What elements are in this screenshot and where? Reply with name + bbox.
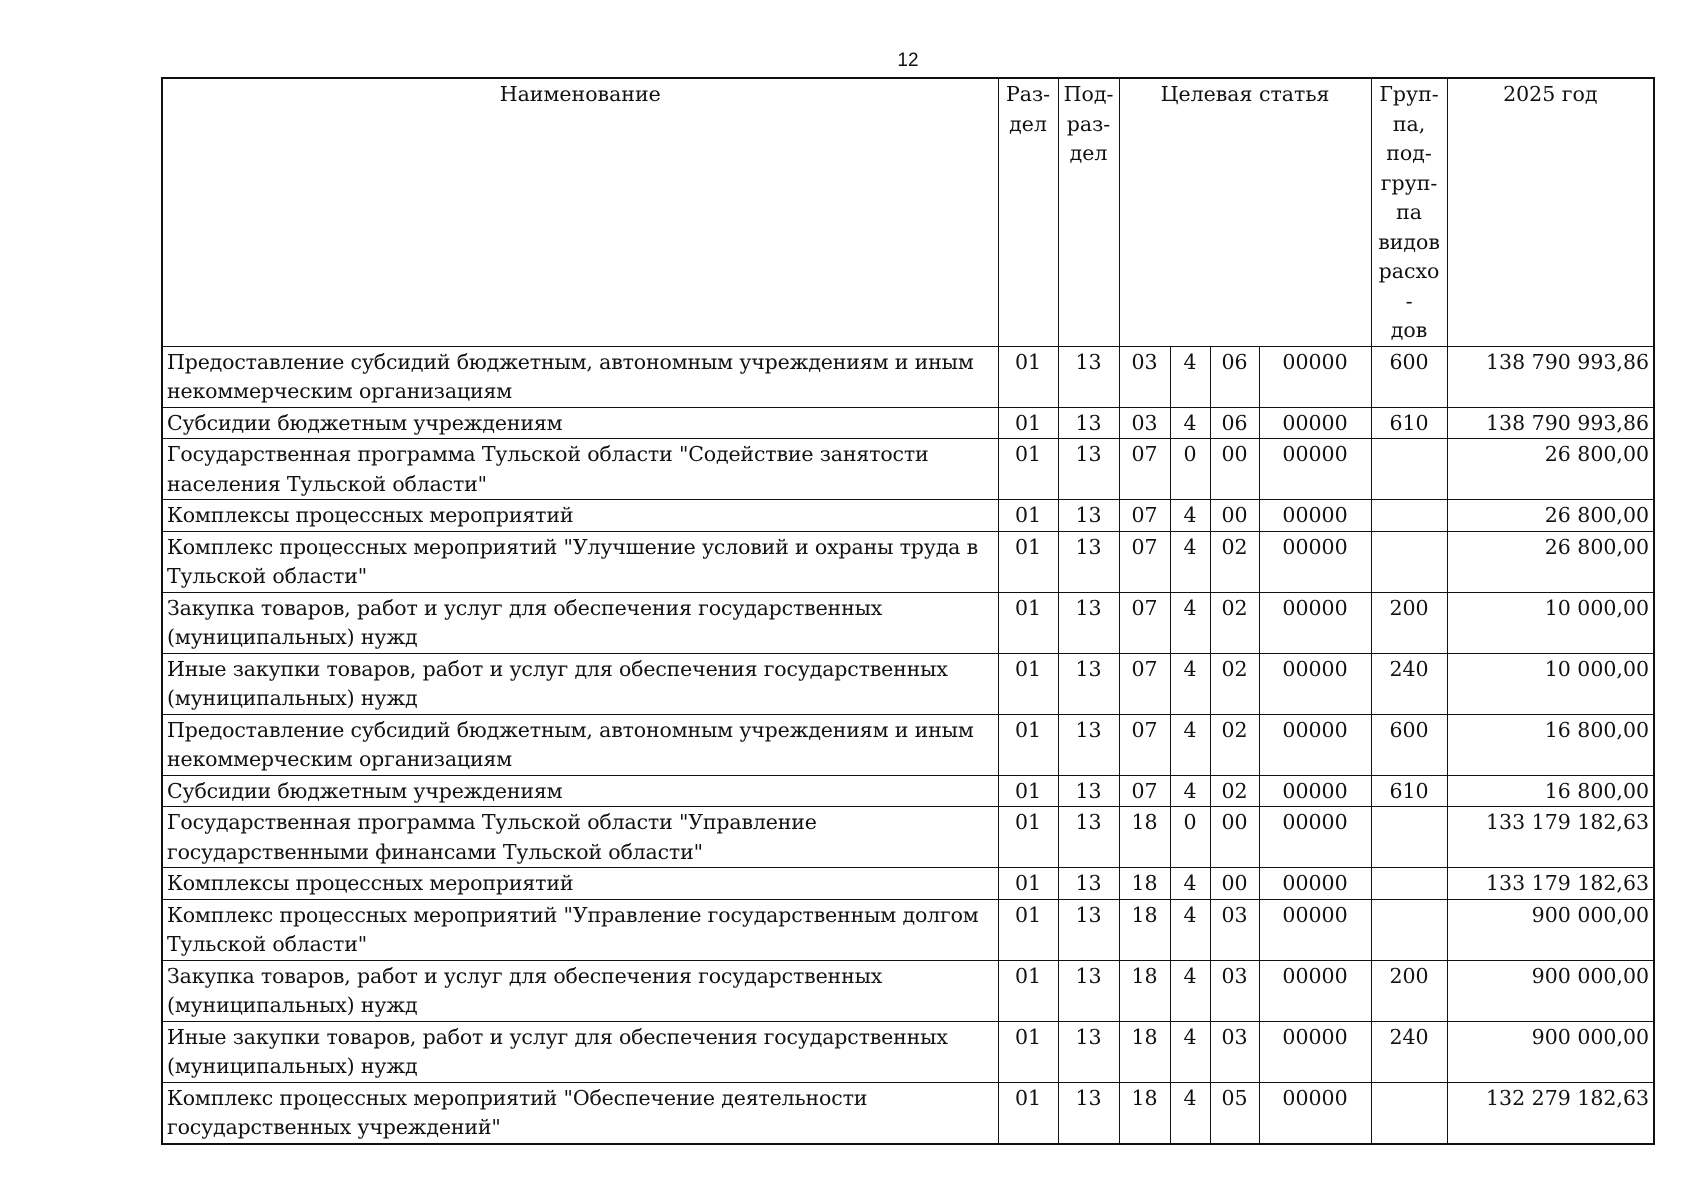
cell-expense-group: 610 (1371, 775, 1447, 807)
cell-target-direction: 00000 (1259, 653, 1371, 714)
cell-section: 01 (998, 439, 1058, 500)
cell-target-subprogram: 03 (1210, 1021, 1259, 1082)
cell-target-program: 07 (1119, 653, 1170, 714)
cell-amount: 10 000,00 (1447, 653, 1654, 714)
cell-amount: 26 800,00 (1447, 439, 1654, 500)
cell-target-subprogram: 02 (1210, 775, 1259, 807)
cell-name: Комплекс процессных мероприятий "Улучшение условий и охраны труда в Тульской области" (162, 531, 998, 592)
cell-target-type: 4 (1170, 899, 1210, 960)
cell-target-program: 18 (1119, 1082, 1170, 1144)
cell-target-subprogram: 02 (1210, 714, 1259, 775)
cell-name: Иные закупки товаров, работ и услуг для обеспечения государственных (муниципальных) нужд (162, 653, 998, 714)
cell-target-type: 4 (1170, 775, 1210, 807)
cell-target-type: 4 (1170, 592, 1210, 653)
cell-name: Комплексы процессных мероприятий (162, 500, 998, 532)
cell-section: 01 (998, 714, 1058, 775)
cell-target-direction: 00000 (1259, 500, 1371, 532)
cell-target-subprogram: 00 (1210, 439, 1259, 500)
cell-amount: 16 800,00 (1447, 714, 1654, 775)
cell-target-direction: 00000 (1259, 899, 1371, 960)
cell-name: Комплексы процессных мероприятий (162, 868, 998, 900)
cell-expense-group: 240 (1371, 653, 1447, 714)
cell-target-type: 4 (1170, 1021, 1210, 1082)
cell-name: Комплекс процессных мероприятий "Управление государственным долгом Тульской области" (162, 899, 998, 960)
cell-target-subprogram: 02 (1210, 531, 1259, 592)
cell-target-direction: 00000 (1259, 775, 1371, 807)
cell-expense-group (1371, 899, 1447, 960)
cell-expense-group: 240 (1371, 1021, 1447, 1082)
table-row (162, 960, 1654, 1021)
table-row (162, 500, 1654, 532)
table-row (162, 807, 1654, 868)
cell-subsection: 13 (1058, 500, 1119, 532)
header-year: 2025 год (1447, 78, 1654, 346)
cell-target-direction: 00000 (1259, 1021, 1371, 1082)
cell-target-type: 4 (1170, 500, 1210, 532)
cell-section: 01 (998, 1021, 1058, 1082)
cell-target-type: 0 (1170, 439, 1210, 500)
cell-target-direction: 00000 (1259, 868, 1371, 900)
cell-target-direction: 00000 (1259, 1082, 1371, 1144)
cell-amount: 26 800,00 (1447, 531, 1654, 592)
cell-subsection: 13 (1058, 960, 1119, 1021)
cell-section: 01 (998, 653, 1058, 714)
table-row (162, 1021, 1654, 1082)
cell-expense-group (1371, 868, 1447, 900)
cell-target-subprogram: 02 (1210, 592, 1259, 653)
cell-subsection: 13 (1058, 868, 1119, 900)
cell-subsection: 13 (1058, 1021, 1119, 1082)
cell-name: Государственная программа Тульской области "Управление государственными финансами Тульской области" (162, 807, 998, 868)
cell-subsection: 13 (1058, 439, 1119, 500)
cell-target-subprogram: 05 (1210, 1082, 1259, 1144)
cell-expense-group: 600 (1371, 714, 1447, 775)
cell-target-type: 4 (1170, 960, 1210, 1021)
cell-target-direction: 00000 (1259, 407, 1371, 439)
cell-target-program: 18 (1119, 1021, 1170, 1082)
cell-subsection: 13 (1058, 592, 1119, 653)
cell-target-subprogram: 00 (1210, 807, 1259, 868)
cell-target-program: 07 (1119, 775, 1170, 807)
table-row (162, 1082, 1654, 1144)
cell-amount: 900 000,00 (1447, 960, 1654, 1021)
cell-name: Субсидии бюджетным учреждениям (162, 407, 998, 439)
cell-name: Субсидии бюджетным учреждениям (162, 775, 998, 807)
table-row (162, 531, 1654, 592)
cell-section: 01 (998, 899, 1058, 960)
cell-target-program: 18 (1119, 960, 1170, 1021)
cell-target-type: 4 (1170, 653, 1210, 714)
header-row (162, 78, 1654, 346)
cell-name: Предоставление субсидий бюджетным, автономным учреждениям и иным некоммерческим организациям (162, 714, 998, 775)
cell-target-subprogram: 02 (1210, 653, 1259, 714)
cell-amount: 133 179 182,63 (1447, 868, 1654, 900)
cell-expense-group: 200 (1371, 592, 1447, 653)
cell-subsection: 13 (1058, 407, 1119, 439)
cell-target-direction: 00000 (1259, 531, 1371, 592)
cell-subsection: 13 (1058, 807, 1119, 868)
cell-expense-group: 200 (1371, 960, 1447, 1021)
cell-expense-group: 610 (1371, 407, 1447, 439)
cell-target-subprogram: 00 (1210, 500, 1259, 532)
table-row (162, 868, 1654, 900)
header-subsection: Под- раз- дел (1058, 78, 1119, 346)
cell-target-type: 4 (1170, 346, 1210, 407)
cell-name: Иные закупки товаров, работ и услуг для обеспечения государственных (муниципальных) нужд (162, 1021, 998, 1082)
cell-target-program: 07 (1119, 500, 1170, 532)
cell-section: 01 (998, 592, 1058, 653)
cell-target-subprogram: 06 (1210, 407, 1259, 439)
cell-section: 01 (998, 531, 1058, 592)
header-target-article: Целевая статья (1119, 78, 1371, 346)
cell-target-type: 4 (1170, 407, 1210, 439)
cell-section: 01 (998, 1082, 1058, 1144)
cell-subsection: 13 (1058, 531, 1119, 592)
cell-expense-group (1371, 439, 1447, 500)
cell-name: Предоставление субсидий бюджетным, автономным учреждениям и иным некоммерческим организациям (162, 346, 998, 407)
cell-section: 01 (998, 500, 1058, 532)
cell-subsection: 13 (1058, 775, 1119, 807)
cell-target-subprogram: 03 (1210, 899, 1259, 960)
cell-amount: 10 000,00 (1447, 592, 1654, 653)
cell-subsection: 13 (1058, 346, 1119, 407)
cell-target-direction: 00000 (1259, 439, 1371, 500)
cell-expense-group: 600 (1371, 346, 1447, 407)
cell-target-direction: 00000 (1259, 960, 1371, 1021)
cell-expense-group (1371, 1082, 1447, 1144)
cell-target-type: 4 (1170, 868, 1210, 900)
cell-name: Государственная программа Тульской области "Содействие занятости населения Тульской области" (162, 439, 998, 500)
cell-subsection: 13 (1058, 714, 1119, 775)
cell-target-program: 03 (1119, 346, 1170, 407)
cell-name: Закупка товаров, работ и услуг для обеспечения государственных (муниципальных) нужд (162, 960, 998, 1021)
budget-table (161, 77, 1655, 1145)
cell-expense-group (1371, 531, 1447, 592)
table-row (162, 653, 1654, 714)
cell-amount: 900 000,00 (1447, 899, 1654, 960)
cell-target-program: 07 (1119, 531, 1170, 592)
cell-name: Закупка товаров, работ и услуг для обеспечения государственных (муниципальных) нужд (162, 592, 998, 653)
cell-expense-group (1371, 807, 1447, 868)
cell-subsection: 13 (1058, 1082, 1119, 1144)
cell-target-direction: 00000 (1259, 807, 1371, 868)
header-name: Наименование (162, 78, 998, 346)
cell-amount: 138 790 993,86 (1447, 407, 1654, 439)
cell-target-type: 4 (1170, 531, 1210, 592)
cell-target-type: 0 (1170, 807, 1210, 868)
cell-target-program: 07 (1119, 714, 1170, 775)
cell-target-program: 07 (1119, 592, 1170, 653)
cell-target-type: 4 (1170, 1082, 1210, 1144)
header-section: Раз- дел (998, 78, 1058, 346)
cell-section: 01 (998, 868, 1058, 900)
cell-target-direction: 00000 (1259, 592, 1371, 653)
cell-target-program: 07 (1119, 439, 1170, 500)
cell-section: 01 (998, 346, 1058, 407)
cell-target-subprogram: 06 (1210, 346, 1259, 407)
table-row (162, 439, 1654, 500)
cell-target-direction: 00000 (1259, 714, 1371, 775)
header-expense-group: Груп- па, под- груп- па видов расхо- дов (1371, 78, 1447, 346)
cell-section: 01 (998, 807, 1058, 868)
cell-subsection: 13 (1058, 653, 1119, 714)
cell-target-program: 18 (1119, 868, 1170, 900)
cell-target-type: 4 (1170, 714, 1210, 775)
cell-section: 01 (998, 775, 1058, 807)
cell-section: 01 (998, 407, 1058, 439)
table-row (162, 346, 1654, 407)
cell-name: Комплекс процессных мероприятий "Обеспечение деятельности государственных учреждений" (162, 1082, 998, 1144)
cell-expense-group (1371, 500, 1447, 532)
cell-amount: 26 800,00 (1447, 500, 1654, 532)
cell-target-program: 18 (1119, 899, 1170, 960)
cell-target-program: 03 (1119, 407, 1170, 439)
cell-target-direction: 00000 (1259, 346, 1371, 407)
cell-amount: 16 800,00 (1447, 775, 1654, 807)
cell-target-subprogram: 00 (1210, 868, 1259, 900)
cell-amount: 900 000,00 (1447, 1021, 1654, 1082)
table-row (162, 714, 1654, 775)
cell-target-subprogram: 03 (1210, 960, 1259, 1021)
cell-subsection: 13 (1058, 899, 1119, 960)
table-body (162, 346, 1654, 1144)
table-row (162, 407, 1654, 439)
cell-amount: 133 179 182,63 (1447, 807, 1654, 868)
table-row (162, 592, 1654, 653)
cell-amount: 132 279 182,63 (1447, 1082, 1654, 1144)
table-row (162, 899, 1654, 960)
cell-amount: 138 790 993,86 (1447, 346, 1654, 407)
cell-target-program: 18 (1119, 807, 1170, 868)
table-row (162, 775, 1654, 807)
page-number: 12 (897, 50, 919, 71)
cell-section: 01 (998, 960, 1058, 1021)
